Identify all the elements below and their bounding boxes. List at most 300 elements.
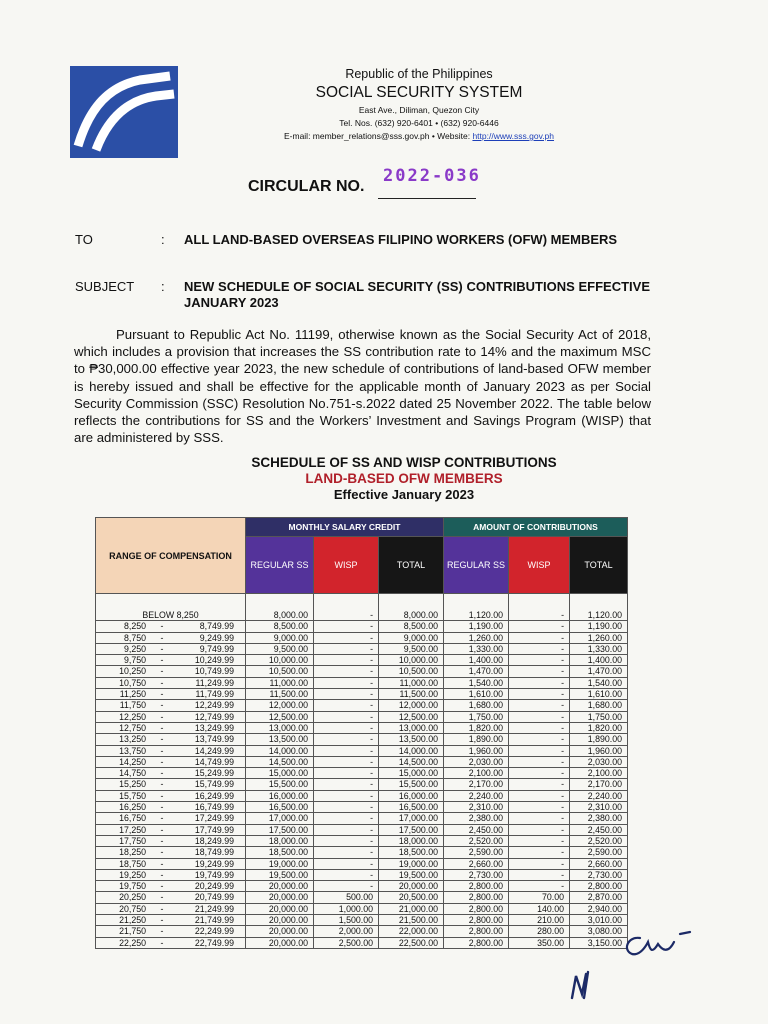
range-cell <box>96 643 246 654</box>
range-cell <box>96 734 246 745</box>
msc-total-cell: 16,500.00 <box>379 802 444 813</box>
amt-regular-ss-cell: 1,470.00 <box>444 666 509 677</box>
header-contact-line <box>0 131 768 141</box>
schedule-title: SCHEDULE OF SS AND WISP CONTRIBUTIONS <box>251 455 557 470</box>
table-row <box>96 835 628 846</box>
contribution-schedule-table <box>95 517 628 949</box>
amt-total-cell: 1,820.00 <box>570 722 628 733</box>
range-low: 11,250 <box>119 689 146 700</box>
range-high: 13,249.99 <box>194 722 234 733</box>
amt-wisp-cell: - <box>509 655 570 666</box>
range-high: 13,749.99 <box>194 734 234 745</box>
msc-wisp-cell: - <box>314 881 379 892</box>
msc-total-cell: 22,000.00 <box>379 926 444 937</box>
amt-wisp-cell: - <box>509 802 570 813</box>
range-cell <box>96 666 246 677</box>
msc-wisp-cell: - <box>314 835 379 846</box>
range-low: 22,250 <box>119 937 146 948</box>
table-body <box>96 610 628 948</box>
msc-wisp-cell: 500.00 <box>314 892 379 903</box>
amt-regular-ss-cell: 2,240.00 <box>444 790 509 801</box>
range-cell <box>96 655 246 666</box>
msc-regular-ss-cell: 20,000.00 <box>246 903 314 914</box>
msc-total-cell: 18,000.00 <box>379 835 444 846</box>
range-cell <box>96 722 246 733</box>
range-dash: - <box>160 677 164 688</box>
range-low: 20,750 <box>119 903 146 914</box>
msc-regular-ss-cell: 9,000.00 <box>246 632 314 643</box>
amt-total-cell: 2,940.00 <box>570 903 628 914</box>
amt-regular-ss-cell: 2,170.00 <box>444 779 509 790</box>
msc-wisp-cell: - <box>314 847 379 858</box>
msc-regular-ss-cell: 12,500.00 <box>246 711 314 722</box>
range-cell <box>96 847 246 858</box>
range-low: 12,750 <box>119 722 146 733</box>
amt-total-cell: 1,750.00 <box>570 711 628 722</box>
range-low: 19,250 <box>119 869 146 880</box>
amt-wisp-cell: - <box>509 768 570 779</box>
amt-total-cell: 1,120.00 <box>570 610 628 621</box>
range-high: 11,749.99 <box>195 689 234 700</box>
range-high: 20,249.99 <box>194 881 234 892</box>
amt-regular-ss-cell: 1,750.00 <box>444 711 509 722</box>
table-row <box>96 677 628 688</box>
msc-total-cell: 19,000.00 <box>379 858 444 869</box>
amt-regular-ss-cell: 2,800.00 <box>444 937 509 948</box>
range-dash: - <box>160 722 164 733</box>
amt-regular-ss-cell: 2,730.00 <box>444 869 509 880</box>
amt-regular-ss-cell: 1,400.00 <box>444 655 509 666</box>
msc-regular-ss-cell: 11,000.00 <box>246 677 314 688</box>
range-dash: - <box>160 926 164 937</box>
range-dash: - <box>160 655 164 666</box>
circular-label: CIRCULAR NO. <box>248 178 365 195</box>
amt-total-cell: 2,380.00 <box>570 813 628 824</box>
range-dash: - <box>160 621 164 632</box>
range-cell <box>96 858 246 869</box>
range-cell <box>96 869 246 880</box>
table-row <box>96 711 628 722</box>
range-cell <box>96 813 246 824</box>
amt-total-cell: 2,520.00 <box>570 835 628 846</box>
msc-wisp-cell: 1,500.00 <box>314 915 379 926</box>
range-cell <box>96 892 246 903</box>
amt-wisp-cell: 210.00 <box>509 915 570 926</box>
range-cell <box>96 802 246 813</box>
msc-total-cell: 20,000.00 <box>379 881 444 892</box>
msc-regular-ss-cell: 12,000.00 <box>246 700 314 711</box>
range-low: 10,250 <box>119 666 146 677</box>
range-dash: - <box>160 915 164 926</box>
amt-wisp-cell: - <box>509 666 570 677</box>
circular-underline <box>378 198 476 199</box>
table-row <box>96 632 628 643</box>
range-cell <box>96 824 246 835</box>
header-msc-wisp: WISP <box>314 537 379 594</box>
msc-total-cell: 21,500.00 <box>379 915 444 926</box>
amt-wisp-cell: - <box>509 689 570 700</box>
range-low: 8,750 <box>123 632 146 643</box>
msc-regular-ss-cell: 20,000.00 <box>246 881 314 892</box>
msc-regular-ss-cell: 19,500.00 <box>246 869 314 880</box>
amt-total-cell: 2,590.00 <box>570 847 628 858</box>
amt-wisp-cell: 280.00 <box>509 926 570 937</box>
range-high: 9,249.99 <box>199 632 234 643</box>
amt-wisp-cell: - <box>509 610 570 621</box>
range-high: 12,249.99 <box>194 700 234 711</box>
amt-regular-ss-cell: 2,800.00 <box>444 903 509 914</box>
amt-total-cell: 1,470.00 <box>570 666 628 677</box>
table-row <box>96 847 628 858</box>
table-row <box>96 790 628 801</box>
table-row <box>96 869 628 880</box>
msc-total-cell: 12,000.00 <box>379 700 444 711</box>
circular-number-stamp: 2022-036 <box>383 166 481 186</box>
msc-regular-ss-cell: 11,500.00 <box>246 689 314 700</box>
table-row <box>96 813 628 824</box>
msc-regular-ss-cell: 17,500.00 <box>246 824 314 835</box>
msc-wisp-cell: - <box>314 632 379 643</box>
table-row <box>96 745 628 756</box>
amt-regular-ss-cell: 1,540.00 <box>444 677 509 688</box>
amt-total-cell: 2,730.00 <box>570 869 628 880</box>
msc-wisp-cell: 1,000.00 <box>314 903 379 914</box>
range-low: 11,750 <box>119 700 146 711</box>
msc-total-cell: 8,000.00 <box>379 610 444 621</box>
range-dash: - <box>160 858 164 869</box>
website-link[interactable]: http://www.sss.gov.ph <box>472 131 555 141</box>
range-low: 16,750 <box>119 813 146 824</box>
amt-regular-ss-cell: 2,800.00 <box>444 892 509 903</box>
amt-total-cell: 1,330.00 <box>570 643 628 654</box>
range-low: 17,750 <box>119 835 146 846</box>
range-cell <box>96 711 246 722</box>
amt-wisp-cell: - <box>509 779 570 790</box>
range-cell <box>96 881 246 892</box>
table-row <box>96 881 628 892</box>
amt-total-cell: 3,080.00 <box>570 926 628 937</box>
header-amt-wisp: WISP <box>509 537 570 594</box>
header-amt-regular-ss: REGULAR SS <box>444 537 509 594</box>
table-row <box>96 802 628 813</box>
range-cell <box>96 689 246 700</box>
amt-regular-ss-cell: 1,890.00 <box>444 734 509 745</box>
msc-regular-ss-cell: 9,500.00 <box>246 643 314 654</box>
amt-regular-ss-cell: 2,800.00 <box>444 915 509 926</box>
table-row <box>96 689 628 700</box>
amt-regular-ss-cell: 1,330.00 <box>444 643 509 654</box>
range-cell <box>96 677 246 688</box>
signature-initials <box>618 928 698 968</box>
msc-total-cell: 13,500.00 <box>379 734 444 745</box>
msc-wisp-cell: - <box>314 677 379 688</box>
range-dash: - <box>160 768 164 779</box>
range-cell <box>96 779 246 790</box>
msc-wisp-cell: - <box>314 802 379 813</box>
range-dash: - <box>160 711 164 722</box>
amt-regular-ss-cell: 2,450.00 <box>444 824 509 835</box>
range-high: 10,249.99 <box>194 655 234 666</box>
msc-regular-ss-cell: 14,000.00 <box>246 745 314 756</box>
range-high: 22,249.99 <box>194 926 234 937</box>
header-address: East Ave., Diliman, Quezon City <box>358 105 480 115</box>
range-below: BELOW 8,250 <box>142 610 199 620</box>
amt-regular-ss-cell: 1,680.00 <box>444 700 509 711</box>
range-high: 18,249.99 <box>194 835 234 846</box>
range-cell <box>96 632 246 643</box>
msc-regular-ss-cell: 8,000.00 <box>246 610 314 621</box>
range-dash: - <box>160 790 164 801</box>
subject-label: SUBJECT <box>75 279 135 294</box>
range-high: 8,749.99 <box>199 621 234 632</box>
range-cell <box>96 903 246 914</box>
table-row <box>96 734 628 745</box>
range-cell <box>96 926 246 937</box>
range-low: 17,250 <box>119 824 146 835</box>
msc-total-cell: 22,500.00 <box>379 937 444 948</box>
msc-wisp-cell: - <box>314 643 379 654</box>
subject-text: NEW SCHEDULE OF SOCIAL SECURITY (SS) CONTRIBUTIONS EFFECTIVE JANUARY 2023 <box>184 279 650 310</box>
range-dash: - <box>160 779 164 790</box>
msc-regular-ss-cell: 20,000.00 <box>246 915 314 926</box>
msc-wisp-cell: - <box>314 756 379 767</box>
range-dash: - <box>160 734 164 745</box>
table-row <box>96 926 628 937</box>
range-high: 19,249.99 <box>194 858 234 869</box>
range-cell <box>96 756 246 767</box>
msc-wisp-cell: - <box>314 768 379 779</box>
msc-wisp-cell: - <box>314 824 379 835</box>
header-email: E-mail: member_relations@sss.gov.ph • Website: <box>283 131 473 141</box>
range-high: 22,749.99 <box>194 937 234 948</box>
msc-wisp-cell: - <box>314 779 379 790</box>
range-high: 11,249.99 <box>195 677 234 688</box>
msc-total-cell: 9,500.00 <box>379 643 444 654</box>
msc-total-cell: 19,500.00 <box>379 869 444 880</box>
msc-wisp-cell: - <box>314 813 379 824</box>
range-dash: - <box>160 869 164 880</box>
amt-wisp-cell: 70.00 <box>509 892 570 903</box>
msc-regular-ss-cell: 15,500.00 <box>246 779 314 790</box>
msc-total-cell: 14,000.00 <box>379 745 444 756</box>
range-high: 20,749.99 <box>194 892 234 903</box>
table-row <box>96 621 628 632</box>
to-recipients: ALL LAND-BASED OVERSEAS FILIPINO WORKERS (OFW) MEMBERS <box>184 232 618 247</box>
range-dash: - <box>160 802 164 813</box>
amt-wisp-cell: - <box>509 881 570 892</box>
msc-wisp-cell: - <box>314 689 379 700</box>
table-row <box>96 892 628 903</box>
amt-regular-ss-cell: 2,590.00 <box>444 847 509 858</box>
amt-regular-ss-cell: 1,190.00 <box>444 621 509 632</box>
range-low: 12,250 <box>119 711 146 722</box>
range-low: 19,750 <box>119 881 146 892</box>
to-colon: : <box>161 232 165 247</box>
amt-wisp-cell: - <box>509 632 570 643</box>
range-dash: - <box>160 835 164 846</box>
msc-regular-ss-cell: 18,500.00 <box>246 847 314 858</box>
to-label: TO <box>75 232 93 247</box>
range-dash: - <box>160 700 164 711</box>
range-low: 18,250 <box>119 847 146 858</box>
amt-total-cell: 2,310.00 <box>570 802 628 813</box>
amt-regular-ss-cell: 2,310.00 <box>444 802 509 813</box>
msc-wisp-cell: - <box>314 869 379 880</box>
header-msc-total: TOTAL <box>379 537 444 594</box>
amt-total-cell: 1,400.00 <box>570 655 628 666</box>
range-low: 20,250 <box>119 892 146 903</box>
range-high: 18,749.99 <box>194 847 234 858</box>
range-dash: - <box>160 756 164 767</box>
amt-regular-ss-cell: 1,960.00 <box>444 745 509 756</box>
amt-total-cell: 1,610.00 <box>570 689 628 700</box>
msc-regular-ss-cell: 13,000.00 <box>246 722 314 733</box>
amt-total-cell: 2,030.00 <box>570 756 628 767</box>
range-low: 9,750 <box>123 655 146 666</box>
msc-wisp-cell: - <box>314 610 379 621</box>
range-high: 9,749.99 <box>199 643 234 654</box>
range-low: 14,250 <box>119 756 146 767</box>
msc-total-cell: 16,000.00 <box>379 790 444 801</box>
amt-regular-ss-cell: 2,800.00 <box>444 926 509 937</box>
msc-total-cell: 17,500.00 <box>379 824 444 835</box>
amt-total-cell: 2,240.00 <box>570 790 628 801</box>
range-high: 19,749.99 <box>194 869 234 880</box>
range-low: 14,750 <box>119 768 146 779</box>
table-row <box>96 903 628 914</box>
msc-total-cell: 11,000.00 <box>379 677 444 688</box>
msc-wisp-cell: - <box>314 621 379 632</box>
range-low: 9,250 <box>123 643 146 654</box>
amt-wisp-cell: - <box>509 824 570 835</box>
range-low: 21,750 <box>119 926 146 937</box>
header-msc-regular-ss: REGULAR SS <box>246 537 314 594</box>
amt-wisp-cell: - <box>509 858 570 869</box>
amt-total-cell: 1,190.00 <box>570 621 628 632</box>
range-dash: - <box>160 689 164 700</box>
header-republic: Republic of the Philippines <box>345 67 493 81</box>
table-row <box>96 643 628 654</box>
range-dash: - <box>160 824 164 835</box>
msc-regular-ss-cell: 20,000.00 <box>246 892 314 903</box>
range-cell <box>96 937 246 948</box>
amt-wisp-cell: - <box>509 621 570 632</box>
msc-regular-ss-cell: 13,500.00 <box>246 734 314 745</box>
amt-regular-ss-cell: 1,820.00 <box>444 722 509 733</box>
header-telephone: Tel. Nos. (632) 920-6401 • (632) 920-6446 <box>339 118 499 128</box>
amt-total-cell: 2,660.00 <box>570 858 628 869</box>
range-high: 10,749.99 <box>194 666 234 677</box>
amt-regular-ss-cell: 1,260.00 <box>444 632 509 643</box>
table-row <box>96 768 628 779</box>
range-high: 21,249.99 <box>194 903 234 914</box>
msc-wisp-cell: - <box>314 666 379 677</box>
msc-regular-ss-cell: 8,500.00 <box>246 621 314 632</box>
range-cell <box>96 790 246 801</box>
range-low: 21,250 <box>119 915 146 926</box>
range-low: 15,750 <box>119 790 146 801</box>
table-row <box>96 756 628 767</box>
range-cell <box>96 915 246 926</box>
msc-regular-ss-cell: 14,500.00 <box>246 756 314 767</box>
range-low: 8,250 <box>123 621 146 632</box>
schedule-effective-date: Effective January 2023 <box>333 487 475 502</box>
msc-regular-ss-cell: 18,000.00 <box>246 835 314 846</box>
msc-regular-ss-cell: 20,000.00 <box>246 937 314 948</box>
amt-wisp-cell: - <box>509 869 570 880</box>
amt-total-cell: 2,100.00 <box>570 768 628 779</box>
msc-regular-ss-cell: 10,500.00 <box>246 666 314 677</box>
amt-wisp-cell: - <box>509 711 570 722</box>
amt-wisp-cell: - <box>509 745 570 756</box>
range-cell <box>96 621 246 632</box>
amt-wisp-cell: - <box>509 643 570 654</box>
range-cell <box>96 700 246 711</box>
amt-total-cell: 1,680.00 <box>570 700 628 711</box>
range-dash: - <box>160 903 164 914</box>
msc-regular-ss-cell: 17,000.00 <box>246 813 314 824</box>
body-paragraph: Pursuant to Republic Act No. 11199, otherwise known as the Social Security Act of 2018, which includes a provision that increases the SS contribution rate to 14% and the maximum MSC to ₱30,000.00 effective year 2023, the new schedule of contributions of land-based OFW member is hereby issued and shall be effective for the applicable month of January 2023 as per Social Security Commission (SSC) Resolution No.751-s.2022 dated 25 November 2022. The table below reflects the contributions for SS and the Workers’ Investment and Savings Program (WISP) that are administered by SSS. <box>74 327 651 446</box>
amt-regular-ss-cell: 1,610.00 <box>444 689 509 700</box>
range-dash: - <box>160 666 164 677</box>
range-dash: - <box>160 881 164 892</box>
range-cell <box>96 768 246 779</box>
msc-wisp-cell: - <box>314 655 379 666</box>
amt-wisp-cell: 350.00 <box>509 937 570 948</box>
amt-wisp-cell: - <box>509 835 570 846</box>
amt-total-cell: 2,170.00 <box>570 779 628 790</box>
msc-wisp-cell: - <box>314 700 379 711</box>
amt-regular-ss-cell: 2,520.00 <box>444 835 509 846</box>
amt-total-cell: 1,960.00 <box>570 745 628 756</box>
amt-regular-ss-cell: 2,030.00 <box>444 756 509 767</box>
range-dash: - <box>160 937 164 948</box>
header-agency-name: SOCIAL SECURITY SYSTEM <box>315 84 523 101</box>
table-row <box>96 700 628 711</box>
msc-total-cell: 9,000.00 <box>379 632 444 643</box>
msc-total-cell: 21,000.00 <box>379 903 444 914</box>
range-high: 14,249.99 <box>194 745 234 756</box>
range-dash: - <box>160 892 164 903</box>
range-high: 14,749.99 <box>194 756 234 767</box>
msc-wisp-cell: - <box>314 722 379 733</box>
msc-wisp-cell: 2,000.00 <box>314 926 379 937</box>
table-row <box>96 858 628 869</box>
range-low: 16,250 <box>119 802 146 813</box>
msc-wisp-cell: 2,500.00 <box>314 937 379 948</box>
amt-wisp-cell: - <box>509 756 570 767</box>
msc-total-cell: 12,500.00 <box>379 711 444 722</box>
msc-wisp-cell: - <box>314 745 379 756</box>
amt-wisp-cell: - <box>509 722 570 733</box>
range-high: 15,249.99 <box>194 768 234 779</box>
msc-wisp-cell: - <box>314 858 379 869</box>
msc-regular-ss-cell: 16,500.00 <box>246 802 314 813</box>
amt-wisp-cell: - <box>509 677 570 688</box>
range-high: 15,749.99 <box>194 779 234 790</box>
table-row <box>96 722 628 733</box>
amt-total-cell: 1,890.00 <box>570 734 628 745</box>
range-cell <box>96 610 246 621</box>
header-monthly-salary-credit: MONTHLY SALARY CREDIT <box>246 518 444 537</box>
amt-wisp-cell: - <box>509 847 570 858</box>
msc-regular-ss-cell: 15,000.00 <box>246 768 314 779</box>
msc-regular-ss-cell: 20,000.00 <box>246 926 314 937</box>
msc-total-cell: 18,500.00 <box>379 847 444 858</box>
msc-regular-ss-cell: 19,000.00 <box>246 858 314 869</box>
amt-total-cell: 2,870.00 <box>570 892 628 903</box>
subject-colon: : <box>161 279 165 294</box>
